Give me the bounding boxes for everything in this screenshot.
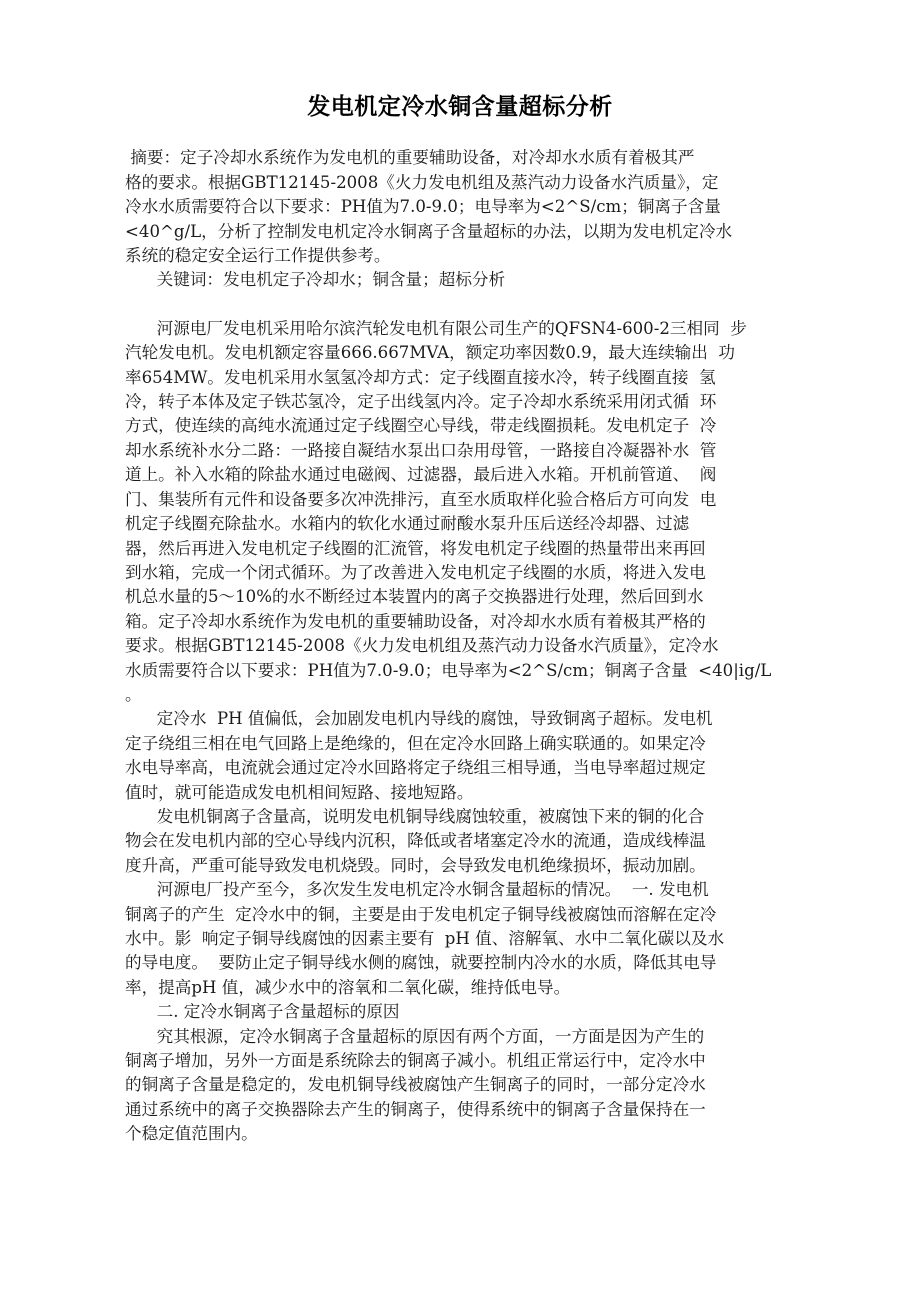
text-line: 冷水水质需要符合以下要求：PH值为7.0-9.0；电导率为<2^S/cm；铜离子含量 — [125, 197, 721, 216]
text-line: 系统的稳定安全运行工作提供参考。 — [125, 246, 391, 265]
text-line: 到水箱，完成一个闭式循环。为了改善进入发电机定子线圈的水质，将进入发电 — [125, 563, 706, 582]
text-line: 铜离子的产生 定冷水中的铜，主要是由于发电机定子铜导线被腐蚀而溶解在定冷 — [125, 905, 717, 924]
text-line: 率654MW。发电机采用水氢氢冷却方式：定子线圈直接水冷，转子线圈直接 氢 — [125, 368, 716, 387]
text-line: <40^g/L，分析了控制发电机定冷水铜离子含量超标的办法，以期为发电机定冷水 — [125, 222, 733, 241]
text-line: 摘要：定子冷却水系统作为发电机的重要辅助设备，对冷却水水质有着极其严 — [125, 148, 695, 167]
text-line: 河源电厂发电机采用哈尔滨汽轮发电机有限公司生产的QFSN4-600-2三相同 步 — [125, 319, 747, 338]
text-line: 物会在发电机内部的空心导线内沉积，降低或者堵塞定冷水的流通，造成线棒温 — [125, 831, 706, 850]
text-line: 机总水量的5～10%的水不断经过本装置内的离子交换器进行处理，然后回到水 — [125, 587, 704, 606]
text-line: 的导电度。 要防止定子铜导线水侧的腐蚀，就要控制内冷水的水质，降低其电导 — [125, 953, 717, 972]
text-line: 度升高，严重可能导致发电机烧毁。同时，会导致发电机绝缘损坏，振动加剧。 — [125, 856, 706, 875]
text-line: 箱。定子冷却水系统作为发电机的重要辅助设备，对冷却水水质有着极其严格的 — [125, 612, 706, 631]
text-line: 要求。根据GBT12145-2008《火力发电机组及蒸汽动力设备水汽质量》，定冷水 — [125, 636, 719, 655]
text-line: 究其根源，定冷水铜离子含量超标的原因有两个方面，一方面是因为产生的 — [125, 1027, 705, 1046]
text-line: 二. 定冷水铜离子含量超标的原因 — [125, 1002, 400, 1021]
text-line: 。 — [125, 685, 142, 704]
text-line: 个稳定值范围内。 — [125, 1124, 258, 1143]
text-line: 水电导率高，电流就会通过定冷水回路将定子绕组三相导通，当电导率超过规定 — [125, 758, 706, 777]
text-line: 定冷水 PH 值偏低，会加剧发电机内导线的腐蚀，导致铜离子超标。发电机 — [125, 709, 713, 728]
text-line: 水中。影 响定子铜导线腐蚀的因素主要有 pH 值、溶解氧、水中二氧化碳以及水 — [125, 929, 725, 948]
text-line: 率，提高pH 值，减少水中的溶氧和二氧化碳，维持低电导。 — [125, 978, 571, 997]
text-line: 器，然后再进入发电机定子线圈的汇流管，将发电机定子线圈的热量带出来再回 — [125, 539, 706, 558]
text-line: 值时，就可能造成发电机相间短路、接地短路。 — [125, 783, 474, 802]
text-line: 冷，转子本体及定子铁芯氢冷，定子出线氢内冷。定子冷却水系统采用闭式循 环 — [125, 392, 717, 411]
text-line: 门、集装所有元件和设备要多次冲洗排污，直至水质取样化验合格后方可向发 电 — [125, 490, 717, 509]
text-line: 定子绕组三相在电气回路上是绝缘的，但在定冷水回路上确实联通的。如果定冷 — [125, 734, 706, 753]
text-line: 的铜离子含量是稳定的，发电机铜导线被腐蚀产生铜离子的同时，一部分定冷水 — [125, 1075, 706, 1094]
text-line: 河源电厂投产至今，多次发生发电机定冷水铜含量超标的情况。 一. 发电机 — [125, 880, 709, 899]
text-line: 却水系统补水分二路：一路接自凝结水泵出口杂用母管，一路接自冷凝器补水 管 — [125, 441, 717, 460]
text-line: 道上。补入水箱的除盐水通过电磁阀、过滤器，最后进入水箱。开机前管道、 阀 — [125, 465, 717, 484]
text-line: 铜离子增加，另外一方面是系统除去的铜离子减小。机组正常运行中，定冷水中 — [125, 1051, 706, 1070]
text-line: 汽轮发电机。发电机额定容量666.667MVA，额定功率因数0.9，最大连续输出 功 — [125, 343, 736, 362]
text-line: 方式，使连续的高纯水流通过定子线圈空心导线，带走线圈损耗。发电机定子 冷 — [125, 416, 717, 435]
text-line: 格的要求。根据GBT12145-2008《火力发电机组及蒸汽动力设备水汽质量》，定 — [125, 173, 719, 192]
text-line: 通过系统中的离子交换器除去产生的铜离子，使得系统中的铜离子含量保持在一 — [125, 1100, 706, 1119]
text-line: 机定子线圈充除盐水。水箱内的软化水通过耐酸水泵升压后送经冷却器、过滤 — [125, 514, 690, 533]
document-title: 发电机定冷水铜含量超标分析 — [307, 94, 613, 120]
text-line: 水质需要符合以下要求：PH值为7.0-9.0；电导率为<2^S/cm；铜离子含量 <40|ig/L — [125, 661, 772, 680]
text-line: 发电机铜离子含量高，说明发电机铜导线腐蚀较重，被腐蚀下来的铜的化合 — [125, 807, 705, 826]
text-line: 关键词：发电机定子冷却水；铜含量；超标分析 — [125, 270, 506, 289]
